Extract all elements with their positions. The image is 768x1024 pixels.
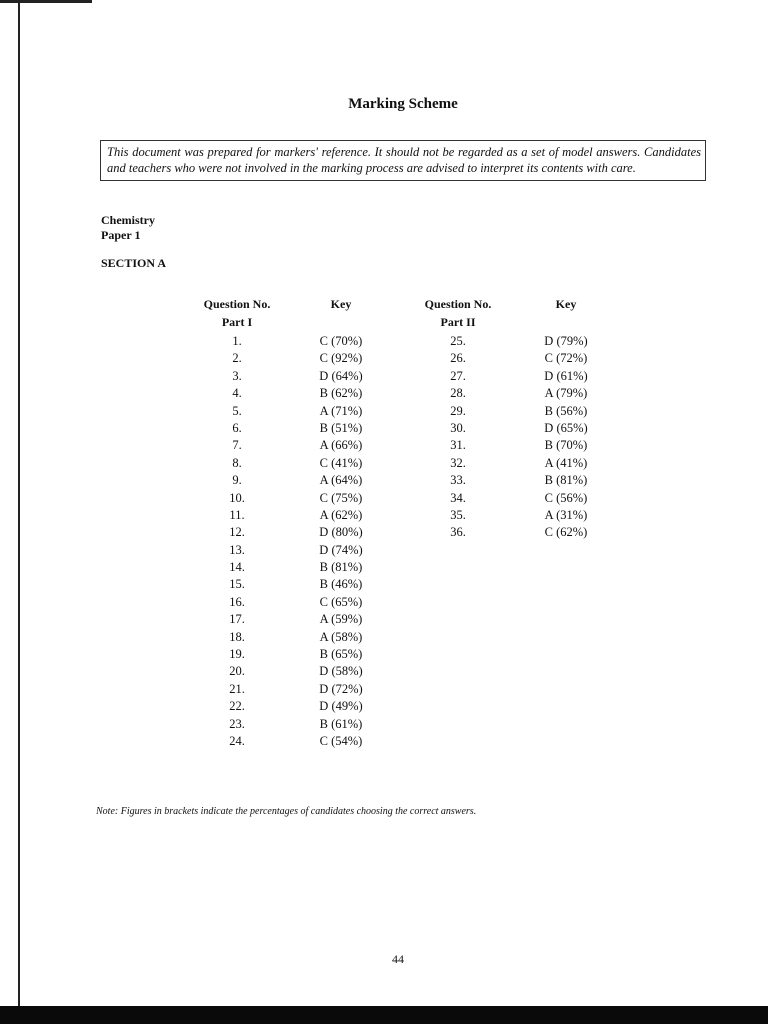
answer-key: D (72%) — [319, 681, 363, 696]
subject-name: Chemistry — [101, 213, 155, 227]
answer-key: A (79%) — [544, 386, 588, 401]
part2-question-label: Question No. — [424, 297, 492, 311]
question-number: 36. — [450, 525, 466, 540]
question-number: 19. — [229, 647, 245, 662]
part1-key-column — [286, 333, 396, 750]
question-number: 34. — [450, 490, 466, 505]
question-number: 21. — [229, 681, 245, 696]
question-number: 33. — [450, 473, 466, 488]
question-number: 30. — [450, 420, 466, 435]
scan-edge-top — [0, 0, 92, 3]
question-number: 22. — [229, 699, 245, 714]
scan-edge-bottom — [0, 1006, 768, 1024]
answer-key: D (58%) — [319, 664, 363, 679]
answer-key: A (41%) — [544, 455, 588, 470]
question-number: 25. — [450, 334, 466, 348]
question-number: 35. — [450, 507, 466, 522]
answer-key: A (62%) — [319, 507, 363, 522]
answer-key: C (65%) — [319, 594, 363, 609]
page-title: Marking Scheme — [348, 96, 458, 112]
answer-key: D (64%) — [319, 368, 363, 383]
page-number: 44 — [392, 952, 404, 966]
question-number: 6. — [232, 420, 242, 435]
answer-key: B (62%) — [319, 386, 363, 401]
question-number: 8. — [232, 455, 242, 470]
part2-question-header — [403, 295, 513, 331]
question-number: 9. — [232, 473, 242, 488]
question-number: 13. — [229, 542, 245, 557]
question-number: 10. — [229, 490, 245, 505]
answer-key: C (72%) — [544, 351, 588, 366]
answer-key: B (81%) — [319, 560, 363, 575]
question-number: 16. — [229, 594, 245, 609]
answer-key: B (46%) — [319, 577, 363, 592]
question-number: 28. — [450, 386, 466, 401]
answer-key: A (64%) — [319, 473, 363, 488]
question-number: 14. — [229, 560, 245, 575]
subject-block — [101, 213, 155, 243]
part1-question-column — [182, 333, 292, 750]
question-number: 7. — [232, 438, 242, 453]
question-number: 32. — [450, 455, 466, 470]
part2-question-column — [403, 333, 513, 542]
question-number: 3. — [232, 368, 242, 383]
question-number: 1. — [232, 334, 242, 348]
scan-edge-left — [18, 0, 20, 1010]
answer-key: A (66%) — [319, 438, 363, 453]
part1-part-label: Part I — [221, 315, 253, 329]
answer-key: C (54%) — [319, 733, 363, 748]
answer-key: A (58%) — [319, 629, 363, 644]
question-number: 2. — [232, 351, 242, 366]
question-number: 26. — [450, 351, 466, 366]
answer-key: B (70%) — [544, 438, 588, 453]
question-number: 27. — [450, 368, 466, 383]
part1-key-header: Key — [330, 297, 352, 311]
disclaimer-box: This document was prepared for markers' reference. It should not be regarded as a set of model answers. Candidates and teachers who were not involved in the marking process are advised to interpret its contents with care. — [100, 140, 706, 181]
paper-name: Paper 1 — [101, 228, 141, 242]
part2-key-column — [511, 333, 621, 542]
question-number: 12. — [229, 525, 245, 540]
answer-key: C (70%) — [319, 334, 363, 348]
part2-part-label: Part II — [440, 315, 476, 329]
answer-key: D (65%) — [544, 420, 588, 435]
answer-key: A (31%) — [544, 507, 588, 522]
question-number: 20. — [229, 664, 245, 679]
part1-question-header — [182, 295, 292, 331]
answer-key: B (65%) — [319, 647, 363, 662]
part1-question-label: Question No. — [203, 297, 271, 311]
part2-key-header: Key — [555, 297, 577, 311]
answer-key: D (61%) — [544, 368, 588, 383]
answer-key: D (80%) — [319, 525, 363, 540]
answer-key: B (81%) — [544, 473, 588, 488]
question-number: 24. — [229, 733, 245, 748]
answer-key: C (62%) — [544, 525, 588, 540]
answer-key: B (51%) — [319, 420, 363, 435]
question-number: 18. — [229, 629, 245, 644]
answer-key: A (71%) — [319, 403, 363, 418]
answer-key: D (79%) — [544, 334, 588, 348]
question-number: 11. — [229, 507, 245, 522]
answer-key: B (56%) — [544, 403, 588, 418]
answer-key: B (61%) — [319, 716, 363, 731]
question-number: 23. — [229, 716, 245, 731]
answer-key: A (59%) — [319, 612, 363, 627]
question-number: 31. — [450, 438, 466, 453]
answer-key: C (41%) — [319, 455, 363, 470]
answer-key: C (75%) — [319, 490, 363, 505]
question-number: 5. — [232, 403, 242, 418]
question-number: 17. — [229, 612, 245, 627]
answer-key: C (56%) — [544, 490, 588, 505]
footnote: Note: Figures in brackets indicate the percentages of candidates choosing the correct answers. — [96, 806, 477, 817]
question-number: 4. — [232, 386, 242, 401]
question-number: 15. — [229, 577, 245, 592]
question-number: 29. — [450, 403, 466, 418]
section-heading: SECTION A — [101, 256, 167, 270]
answer-key: C (92%) — [319, 351, 363, 366]
answer-key: D (74%) — [319, 542, 363, 557]
answer-key: D (49%) — [319, 699, 363, 714]
